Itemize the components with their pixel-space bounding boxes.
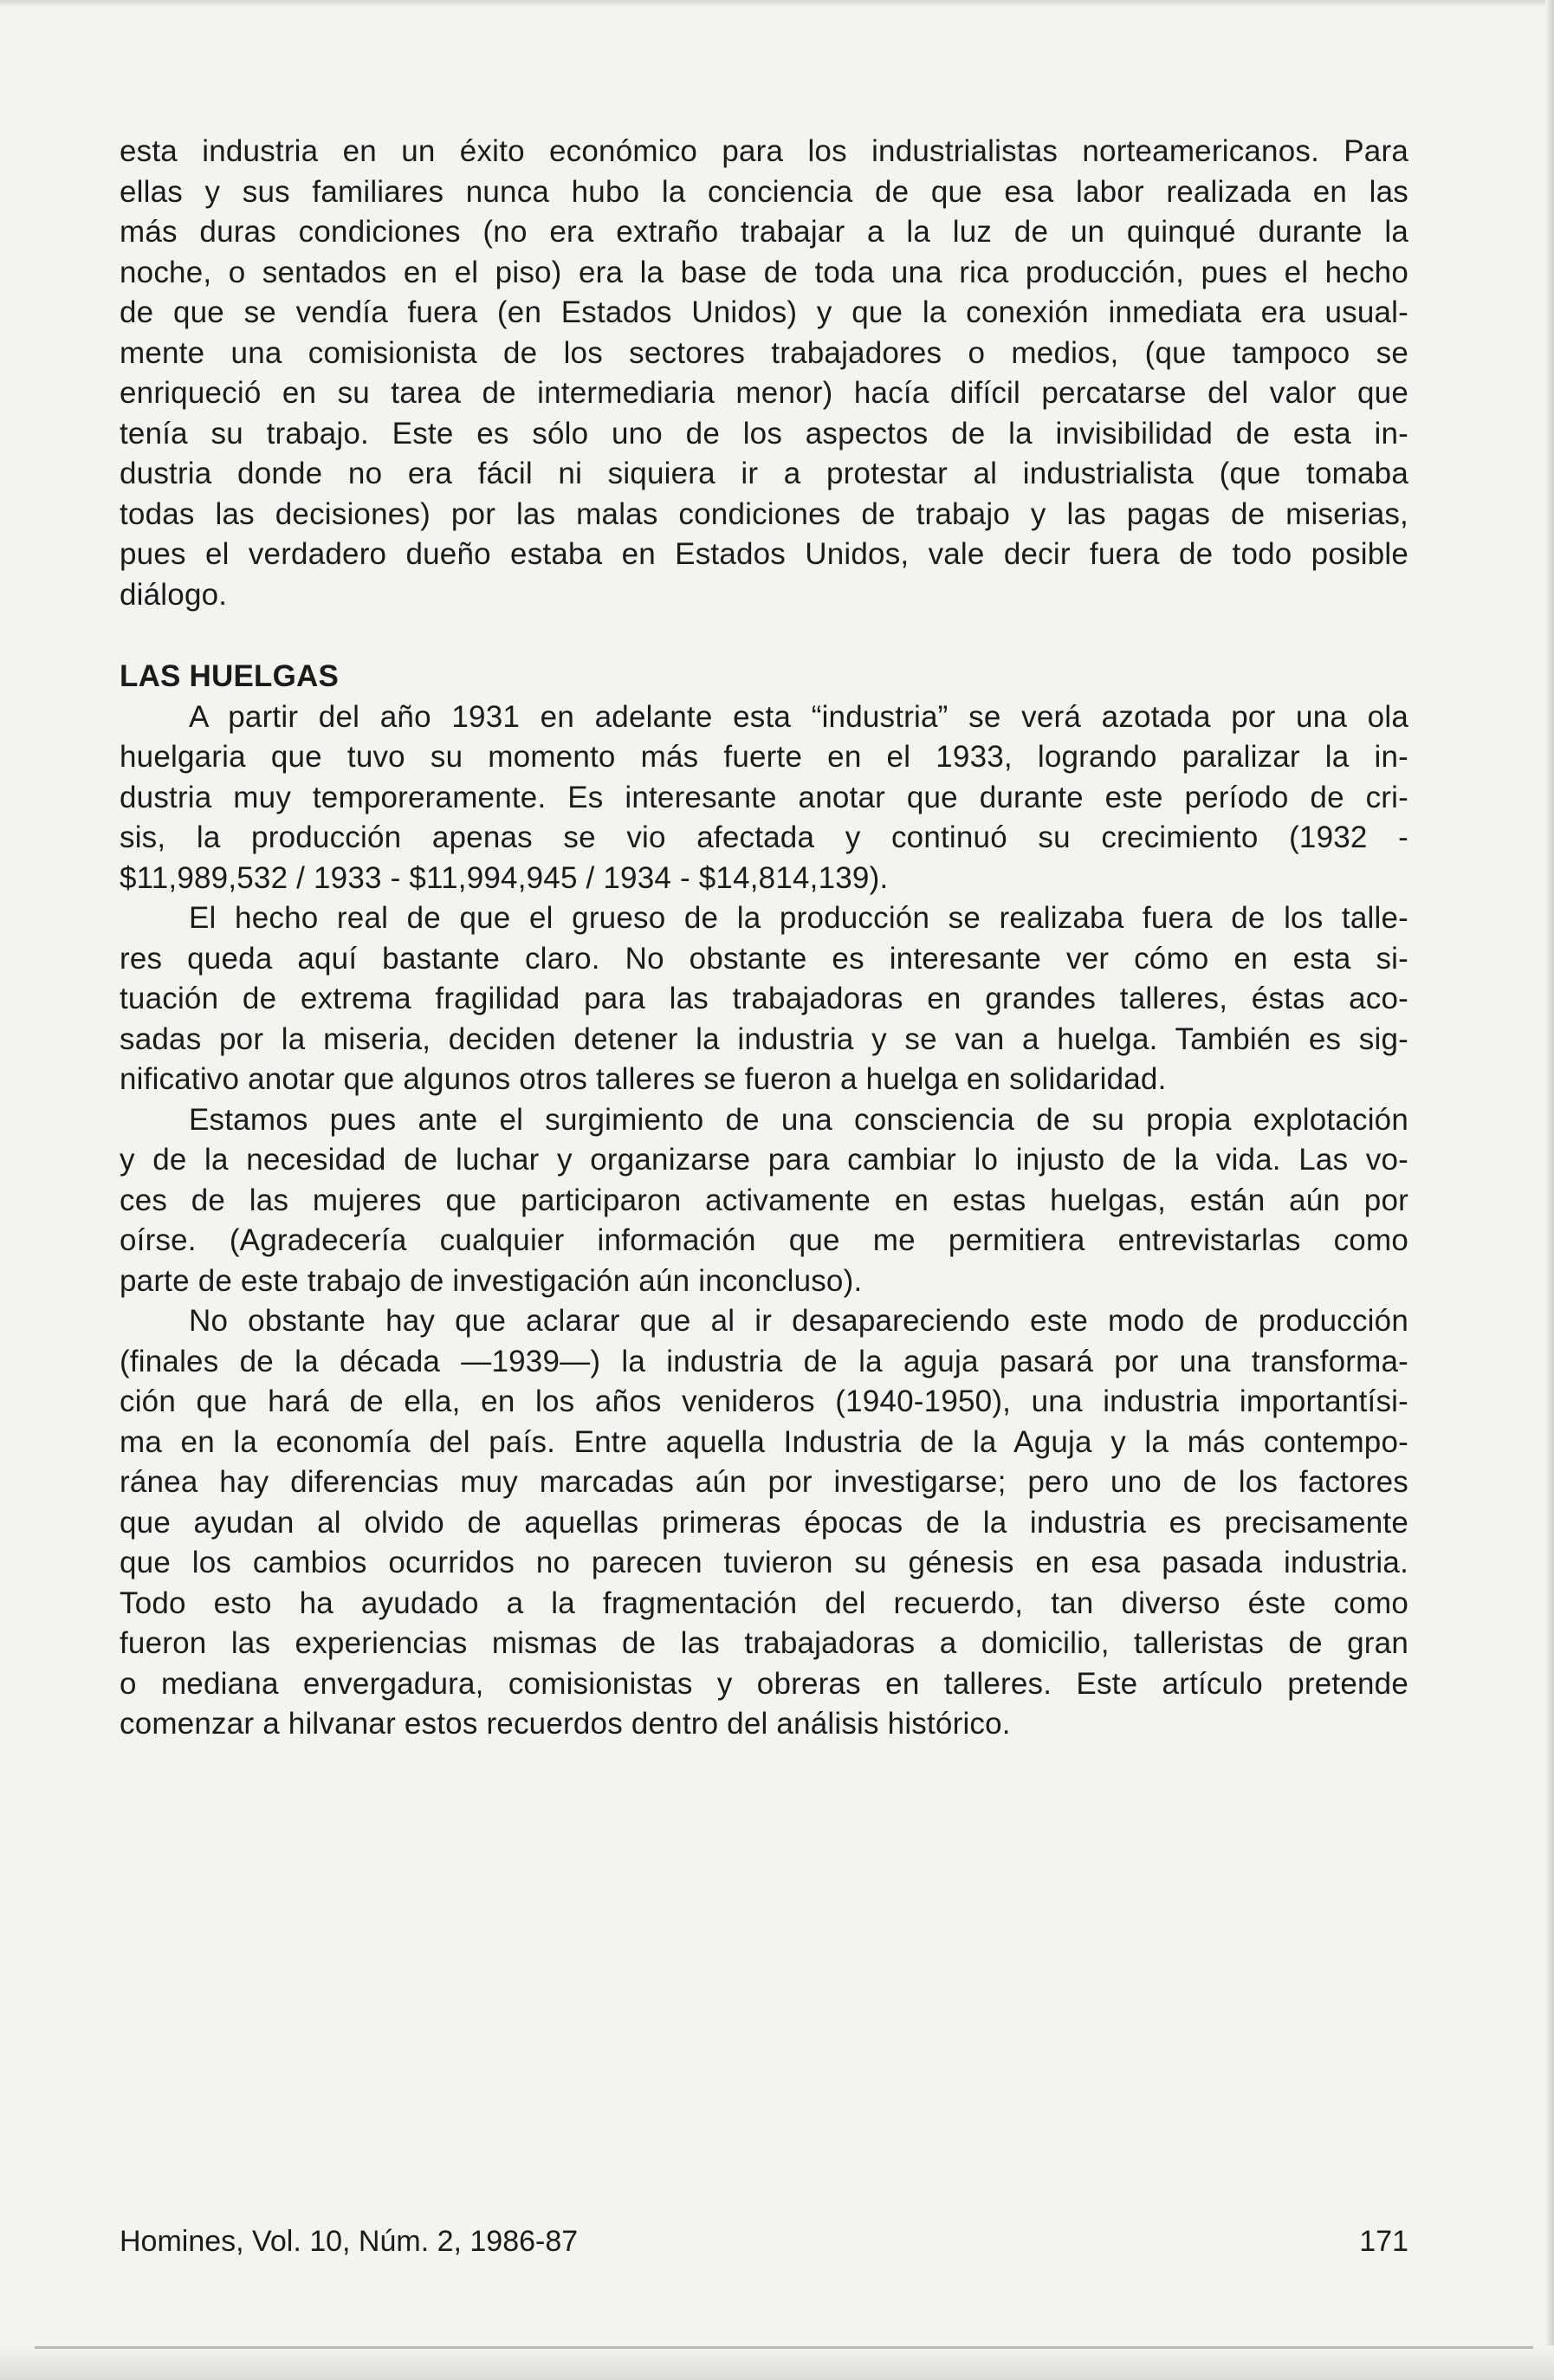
paragraph-1 xyxy=(120,132,1408,615)
paragraph-5-line: Todo esto ha ayudado a la fragmentación del recuerdo, tan diverso éste como xyxy=(120,1586,1408,1620)
paragraph-3-line: sadas por la miseria, deciden detener la industria y se van a huelga. También es sig- xyxy=(120,1021,1408,1056)
page-edge-bottom xyxy=(0,2345,1554,2380)
page-number: 171 xyxy=(1359,2225,1408,2258)
paragraph-1-line: enriqueció en su tarea de intermediaria menor) hacía difícil percatarse del valor que xyxy=(120,376,1408,410)
article-body xyxy=(120,132,1408,1745)
paragraph-5-line: ma en la economía del país. Entre aquella Industria de la Aguja y la más contempo- xyxy=(120,1424,1408,1459)
paragraph-5-line: o mediana envergadura, comisionistas y obreras en talleres. Este artículo pretende xyxy=(120,1666,1408,1701)
paragraph-4-line: parte de este trabajo de investigación aún inconcluso). xyxy=(120,1263,863,1298)
paragraph-5 xyxy=(120,1301,1408,1745)
paragraph-1-line: todas las decisiones) por las malas condiciones de trabajo y las pagas de miserias, xyxy=(120,496,1408,531)
paragraph-4-line: Estamos pues ante el surgimiento de una consciencia de su propia explotación xyxy=(189,1102,1408,1137)
section-heading: LAS HUELGAS xyxy=(120,659,340,693)
paragraph-2-line: $11,989,532 / 1933 - $11,994,945 / 1934 - $14,814,139). xyxy=(120,860,889,895)
paragraph-4 xyxy=(120,1100,1408,1302)
paragraph-1-line: esta industria en un éxito económico para los industrialistas norteamericanos. Para xyxy=(120,134,1408,168)
paragraph-2-line: dustria muy temporeramente. Es interesante anotar que durante este período de cri- xyxy=(120,780,1408,814)
paragraph-2-line: sis, la producción apenas se vio afectada y continuó su crecimiento (1932 - xyxy=(120,820,1408,854)
paragraph-5-line: que los cambios ocurridos no parecen tuvieron su génesis en esa pasada industria. xyxy=(120,1546,1408,1579)
paragraph-1-line: más duras condiciones (no era extraño trabajar a la luz de un quinqué durante la xyxy=(120,215,1408,249)
paragraph-1-line: ellas y sus familiares nunca hubo la conciencia de que esa labor realizada en las xyxy=(120,174,1408,209)
paragraph-3 xyxy=(120,898,1408,1100)
page-edge-right xyxy=(1545,0,1554,2380)
paragraph-2-line: A partir del año 1931 en adelante esta “industria” se verá azotada por una ola xyxy=(189,699,1408,734)
paragraph-5-line: No obstante hay que aclarar que al ir desapareciendo este modo de producción xyxy=(189,1304,1408,1338)
paragraph-1-line: noche, o sentados en el piso) era la base de toda una rica producción, pues el hecho xyxy=(120,255,1408,289)
paragraph-3-line: nificativo anotar que algunos otros talleres se fueron a huelga en solidaridad. xyxy=(120,1062,1167,1096)
paragraph-1-line: tenía su trabajo. Este es sólo uno de los aspectos de la invisibilidad de esta in- xyxy=(120,416,1408,451)
paragraph-3-line: El hecho real de que el grueso de la producción se realizaba fuera de los talle- xyxy=(189,901,1408,935)
paragraph-1-line: de que se vendía fuera (en Estados Unidos) y que la conexión inmediata era usual- xyxy=(120,295,1408,329)
paragraph-1-line: dustria donde no era fácil ni siquiera ir a protestar al industrialista (que tomaba xyxy=(120,457,1408,490)
paragraph-1-line: pues el verdadero dueño estaba en Estados Unidos, vale decir fuera de todo posible xyxy=(120,537,1408,571)
paragraph-3-line: res queda aquí bastante claro. No obstante es interesante ver cómo en esta si- xyxy=(120,941,1408,976)
paragraph-4-line: oírse. (Agradecería cualquier información que me permitiera entrevistarlas como xyxy=(120,1223,1408,1257)
paragraph-1-line: mente una comisionista de los sectores trabajadores o medios, (que tampoco se xyxy=(120,335,1408,370)
journal-citation: Homines, Vol. 10, Núm. 2, 1986-87 xyxy=(120,2225,579,2258)
page-edge-top xyxy=(0,0,1554,7)
paragraph-4-line: y de la necesidad de luchar y organizarse para cambiar lo injusto de la vida. Las vo- xyxy=(120,1143,1408,1177)
paragraph-5-line: fueron las experiencias mismas de las trabajadoras a domicilio, talleristas de gran xyxy=(120,1626,1408,1660)
paragraph-5-line: ránea hay diferencias muy marcadas aún por investigarse; pero uno de los factores xyxy=(120,1465,1408,1499)
paragraph-1-line: diálogo. xyxy=(120,577,228,612)
paragraph-2 xyxy=(120,697,1408,899)
bottom-rule xyxy=(35,2346,1533,2349)
paragraph-2-line: huelgaria que tuvo su momento más fuerte en el 1933, logrando paralizar la in- xyxy=(120,740,1408,774)
paragraph-4-line: ces de las mujeres que participaron activamente en estas huelgas, están aún por xyxy=(120,1183,1408,1217)
paragraph-5-line: (finales de la década —1939—) la industria de la aguja pasará por una transforma- xyxy=(120,1344,1408,1378)
paragraph-5-line: comenzar a hilvanar estos recuerdos dentro del análisis histórico. xyxy=(120,1707,1011,1741)
paragraph-5-line: que ayudan al olvido de aquellas primeras épocas de la industria es precisamente xyxy=(120,1505,1408,1540)
paragraph-5-line: ción que hará de ella, en los años venideros (1940-1950), una industria importantísi- xyxy=(120,1385,1408,1418)
paragraph-3-line: tuación de extrema fragilidad para las trabajadoras en grandes talleres, éstas aco- xyxy=(120,982,1408,1015)
